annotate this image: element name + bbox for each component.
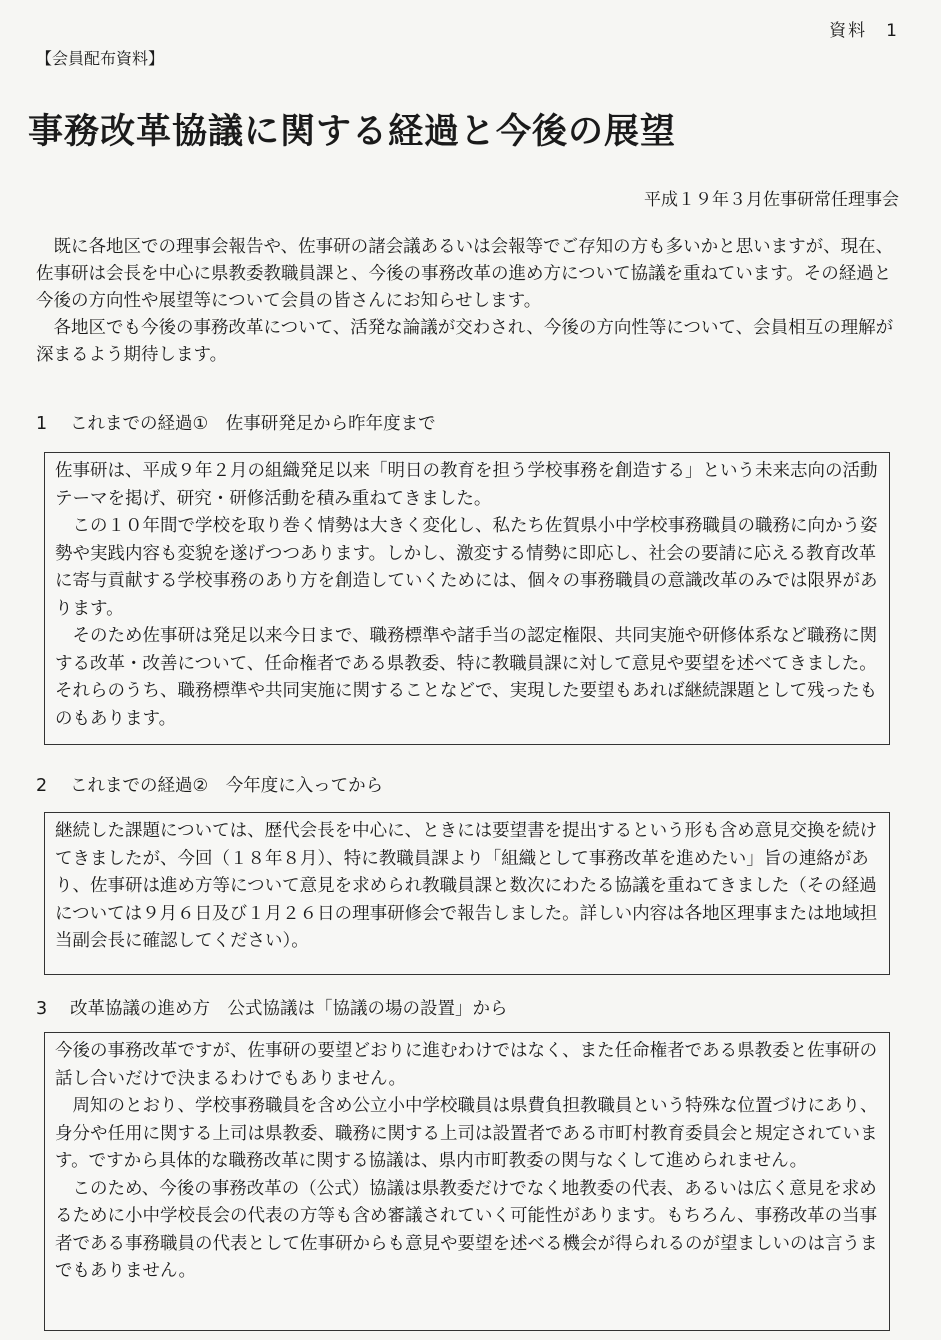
- section-heading-3: [36, 995, 508, 1020]
- handout-tag: 【会員配布資料】: [36, 49, 165, 68]
- intro-text: [36, 234, 906, 369]
- section-heading-1: [36, 410, 436, 435]
- section-number: 2: [36, 776, 48, 796]
- section-paragraph: 今後の事務改革ですが、佐事研の要望どおりに進むわけではなく、また任命権者である県教委と佐事研の話し合いだけで決まるわけでもありません。: [55, 1041, 878, 1089]
- section-heading-2: [36, 772, 383, 797]
- page-title: 事務改革協議に関する経過と今後の展望: [28, 112, 677, 152]
- intro-paragraph: 各地区でも今後の事務改革について、活発な論議が交わされ、今後の方向性等について、会員相互の理解が深まるよう期待します。: [36, 318, 894, 365]
- section-paragraph: そのため佐事研は発足以来今日まで、職務標準や諸手当の認定権限、共同実施や研修体系など職務に関する改革・改善について、任命権者である県教委、特に教職員課に対して意見や要望を述べてきました。それらのうち、職務標準や共同実施に関することなどで、実現した要望もあれば継続課題として残ったものもあります。: [55, 626, 878, 729]
- section-paragraph: 佐事研は、平成９年２月の組織発足以来「明日の教育を担う学校事務を創造する」という未来志向の活動テーマを掲げ、研究・研修活動を積み重ねてきました。: [55, 461, 878, 509]
- section-box-3: [44, 1032, 890, 1331]
- section-title: これまでの経過① 佐事研発足から昨年度まで: [70, 414, 436, 434]
- section-paragraph: この１０年間で学校を取り巻く情勢は大きく変化し、私たち佐賀県小中学校事務職員の職務に向かう姿勢や実践内容も変貌を遂げつつあります。しかし、激変する情勢に即応し、社会の要請に応える教育改革に寄与貢献する学校事務のあり方を創造していくためには、個々の事務職員の意識改革のみでは限界があります。: [55, 516, 878, 619]
- document-label: 資料 1: [829, 21, 899, 41]
- section-paragraph: 継続した課題については、歴代会長を中心に、ときには要望書を提出するという形も含め意見交換を続けてきましたが、今回（１８年８月）、特に教職員課より「組織として事務改革を進めたい」旨の連絡があり、佐事研は進め方等について意見を求められ教職員課と数次にわたる協議を重ねてきました（その経過については９月６日及び１月２６日の理事研修会で報告しました。詳しい内容は各地区理事または地域担当副会長に確認してください）。: [55, 821, 878, 951]
- section-box-1: [44, 452, 890, 745]
- section-box-2: [44, 812, 890, 975]
- section-number: 1: [36, 414, 48, 434]
- section-title: これまでの経過② 今年度に入ってから: [70, 776, 384, 796]
- section-paragraph: 周知のとおり、学校事務職員を含め公立小中学校職員は県費負担教職員という特殊な位置づけにあり、身分や任用に関する上司は県教委、職務に関する上司は設置者である市町村教育委員会と規定されています。ですから具体的な職務改革に関する協議は、県内市町教委の関与なくして進められません。: [55, 1096, 878, 1171]
- intro-paragraph: 既に各地区での理事会報告や、佐事研の諸会議あるいは会報等でご存知の方も多いかと思いますが、現在、佐事研は会長を中心に県教委教職員課と、今後の事務改革の進め方について協議を重ねています。その経過と今後の方向性や展望等について会員の皆さんにお知らせします。: [36, 237, 894, 311]
- issuer-line: 平成１９年３月佐事研常任理事会: [644, 190, 899, 210]
- section-paragraph: このため、今後の事務改革の（公式）協議は県教委だけでなく地教委の代表、あるいは広く意見を求めるために小中学校長会の代表の方等も含め審議されていく可能性があります。もちろん、事務改革の当事者である事務職員の代表として佐事研からも意見や要望を述べる機会が得られるのが望ましいのは言うまでもありません。: [55, 1178, 878, 1281]
- section-title: 改革協議の進め方 公式協議は「協議の場の設置」から: [70, 999, 508, 1019]
- section-number: 3: [36, 999, 48, 1019]
